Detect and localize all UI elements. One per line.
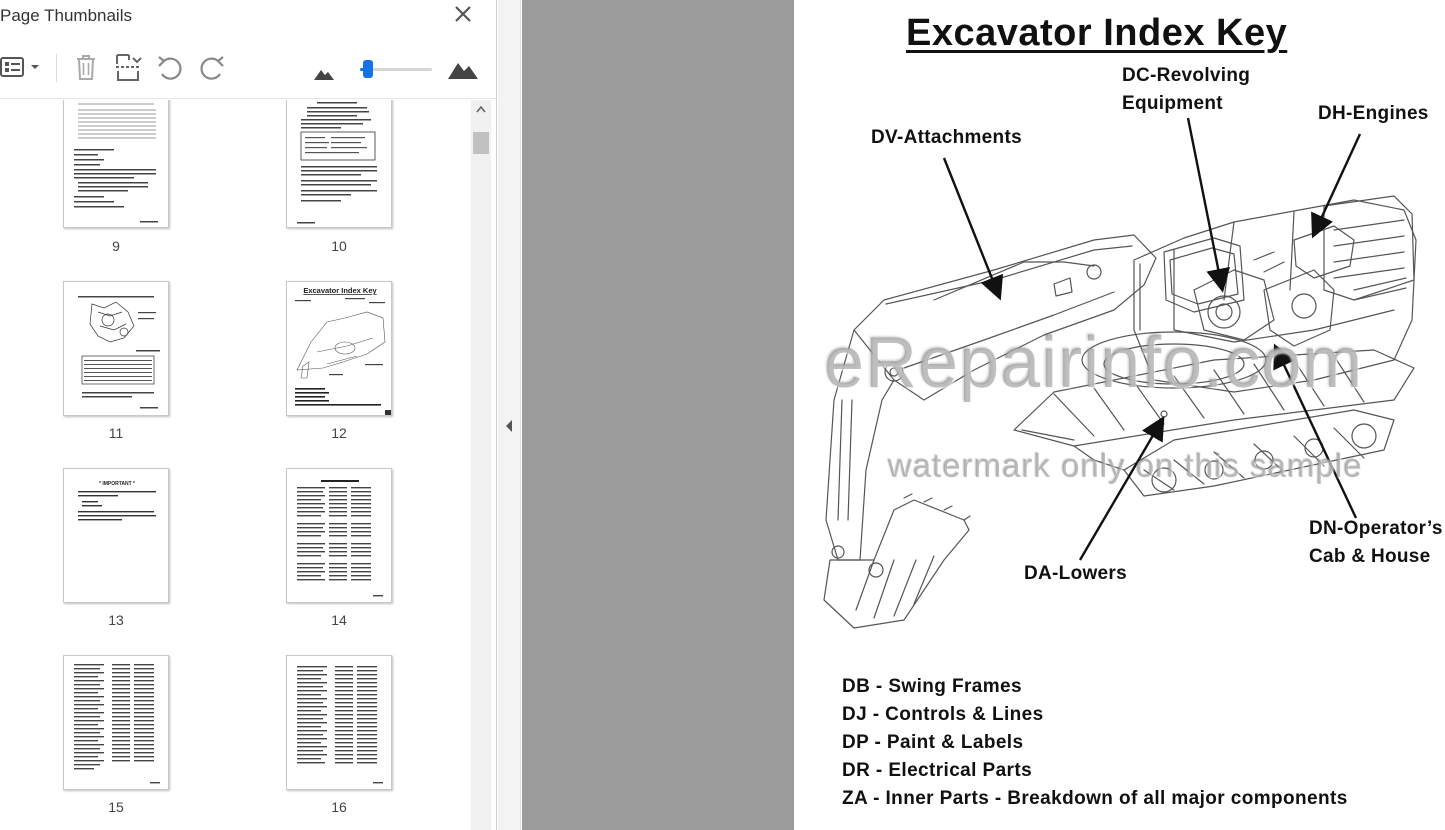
label-dc-line1: DC-Revolving	[1122, 65, 1251, 86]
rotate-clockwise-icon[interactable]	[198, 52, 226, 82]
small-mountain-icon[interactable]	[313, 58, 335, 88]
label-dn-line2: Cab & House	[1309, 546, 1431, 567]
legend-line: DP - Paint & Labels	[842, 732, 1024, 753]
watermark-sub: watermark only on this sample	[888, 447, 1363, 484]
thumbnail-page-preview	[64, 469, 169, 603]
panel-header	[0, 0, 497, 34]
thumbnail-page-preview	[287, 656, 392, 790]
thumbnail-page-preview	[287, 282, 392, 416]
thumbnail-page-preview	[64, 100, 169, 228]
label-dc-line2: Equipment	[1122, 93, 1223, 114]
legend-line: ZA - Inner Parts - Breakdown of all major components	[842, 788, 1348, 809]
page-thumbnail[interactable]	[63, 655, 169, 790]
thumbnail-zoom-slider[interactable]	[360, 58, 434, 80]
page-thumbnail[interactable]	[286, 468, 392, 603]
page-thumbnail[interactable]	[63, 281, 169, 416]
document-title: Excavator Index Key	[906, 12, 1288, 54]
document-page	[794, 0, 1445, 830]
label-dv-attachments: DV-Attachments	[871, 127, 1022, 148]
toolbar-divider	[0, 98, 497, 99]
page-thumbnail[interactable]	[63, 100, 169, 228]
thumbnail-title: Excavator Index Key	[303, 286, 377, 295]
trash-icon[interactable]	[72, 52, 100, 82]
thumbnail-scrollbar[interactable]	[471, 100, 491, 830]
page-thumbnail[interactable]	[286, 655, 392, 790]
thumbnail-page-number: 14	[331, 612, 347, 628]
panel-title: Page Thumbnails	[0, 6, 132, 25]
collapse-panel-arrow-icon[interactable]	[504, 418, 514, 434]
thumbnail-heading: * IMPORTANT *	[98, 481, 136, 487]
scroll-up-arrow-icon[interactable]	[475, 104, 487, 116]
label-da-lowers: DA-Lowers	[1024, 563, 1127, 584]
page-thumbnails-panel	[0, 0, 497, 830]
thumbnail-page-number: 13	[108, 612, 124, 628]
thumbnail-page-preview	[64, 282, 169, 416]
close-icon[interactable]	[452, 3, 474, 25]
legend-line: DJ - Controls & Lines	[842, 704, 1044, 725]
thumbnail-page-number: 11	[108, 425, 124, 441]
large-mountain-icon[interactable]	[447, 54, 479, 84]
scrollbar-thumb[interactable]	[473, 132, 489, 154]
rotate-counterclockwise-icon[interactable]	[156, 52, 184, 82]
thumbnail-options-icon[interactable]	[0, 52, 44, 82]
toolbar-separator	[56, 54, 57, 82]
legend-line: DR - Electrical Parts	[842, 760, 1033, 781]
thumbnail-page-number: 12	[331, 425, 347, 441]
label-dn-line1: DN-Operator’s	[1309, 518, 1443, 539]
thumbnail-toolbar	[0, 44, 490, 92]
zoom-slider-handle[interactable]	[363, 60, 373, 78]
legend-line: DB - Swing Frames	[842, 676, 1022, 697]
page-thumbnail[interactable]	[286, 281, 392, 416]
thumbnail-page-number: 10	[331, 238, 347, 254]
thumbnail-page-preview	[64, 656, 169, 790]
thumbnail-list	[0, 100, 470, 830]
label-dh-engines: DH-Engines	[1318, 103, 1429, 124]
panel-splitter[interactable]	[498, 0, 521, 830]
page-thumbnail[interactable]	[63, 468, 169, 603]
thumbnail-page-number: 9	[112, 238, 120, 254]
watermark-main: eRepairinfo.com	[824, 323, 1364, 403]
thumbnail-page-preview	[287, 100, 392, 228]
thumbnail-page-number: 15	[108, 799, 124, 815]
page-thumbnail[interactable]	[286, 100, 392, 228]
extract-pages-icon[interactable]	[114, 52, 142, 82]
thumbnail-page-preview	[287, 469, 392, 603]
thumbnail-page-number: 16	[331, 799, 347, 815]
document-background	[522, 0, 794, 830]
